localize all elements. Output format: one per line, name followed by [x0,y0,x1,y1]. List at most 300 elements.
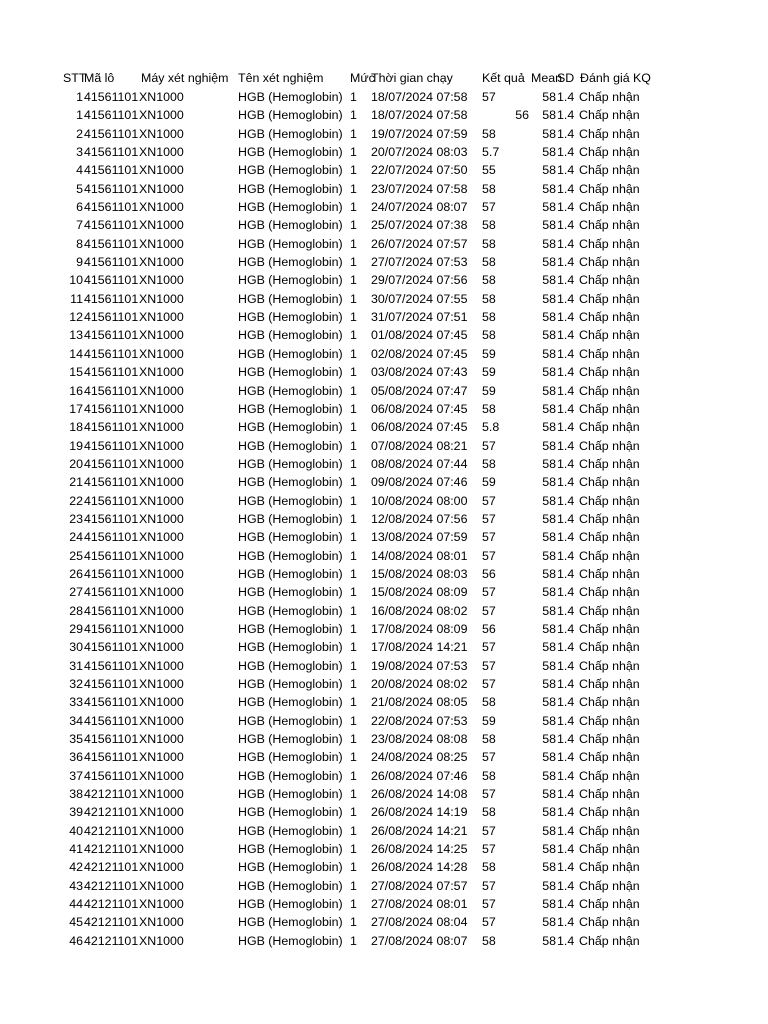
cell-evaluation[interactable]: Chấp nhận [579,897,640,912]
cell-time[interactable]: 22/08/2024 07:53 [371,713,468,728]
cell-result[interactable]: 58 [482,126,496,141]
cell-device[interactable]: XN1000 [139,621,184,636]
cell-time[interactable]: 26/08/2024 14:08 [371,787,468,802]
cell-stt[interactable]: 34 [69,713,83,728]
cell-sd[interactable]: 1.4 [557,585,575,600]
cell-test[interactable]: HGB (Hemoglobin) [238,90,343,104]
cell-level[interactable]: 1 [350,291,357,306]
cell-lot[interactable]: 41561101 [84,548,139,563]
cell-sd[interactable]: 1.4 [557,842,575,857]
cell-lot[interactable]: 41561101 [84,383,139,398]
cell-mean[interactable]: 58 [542,860,556,875]
cell-level[interactable]: 1 [350,805,357,820]
cell-level[interactable]: 1 [350,878,357,893]
cell-evaluation[interactable]: Chấp nhận [579,493,640,508]
cell-evaluation[interactable]: Chấp nhận [579,401,640,416]
cell-test[interactable]: HGB (Hemoglobin) [238,200,343,215]
cell-device[interactable]: XN1000 [139,530,184,545]
cell-lot[interactable]: 41561101 [84,273,139,288]
cell-device[interactable]: XN1000 [139,108,184,123]
cell-time[interactable]: 29/07/2024 07:56 [371,273,468,288]
cell-result[interactable]: 58 [482,401,496,416]
cell-level[interactable]: 1 [350,511,357,526]
cell-time[interactable]: 10/08/2024 08:00 [371,493,468,508]
cell-sd[interactable]: 1.4 [557,805,575,820]
cell-evaluation[interactable]: Chấp nhận [579,218,640,233]
cell-stt[interactable]: 41 [69,842,83,857]
cell-lot[interactable]: 41561101 [84,732,139,747]
cell-evaluation[interactable]: Chấp nhận [579,383,640,398]
cell-mean[interactable]: 58 [542,163,556,178]
cell-level[interactable]: 1 [350,401,357,416]
cell-mean[interactable]: 58 [542,566,556,581]
cell-result[interactable]: 57 [482,658,496,673]
cell-lot[interactable]: 41561101 [84,255,139,270]
cell-level[interactable]: 1 [350,310,357,325]
cell-result[interactable]: 58 [482,236,496,251]
cell-level[interactable]: 1 [350,163,357,178]
cell-mean[interactable]: 58 [542,108,556,123]
cell-level[interactable]: 1 [350,915,357,930]
header-stt[interactable]: STT [63,71,87,85]
cell-evaluation[interactable]: Chấp nhận [579,181,640,196]
cell-result[interactable]: 57 [482,511,496,526]
cell-result[interactable]: 59 [482,713,496,728]
cell-lot[interactable]: 41561101 [84,750,139,765]
cell-result[interactable]: 58 [482,768,496,783]
cell-evaluation[interactable]: Chấp nhận [579,732,640,747]
cell-level[interactable]: 1 [350,90,357,104]
cell-stt[interactable]: 26 [69,566,83,581]
cell-sd[interactable]: 1.4 [557,603,575,618]
cell-mean[interactable]: 58 [542,823,556,838]
cell-level[interactable]: 1 [350,732,357,747]
cell-evaluation[interactable]: Chấp nhận [579,236,640,251]
cell-sd[interactable]: 1.4 [557,420,575,435]
cell-time[interactable]: 19/08/2024 07:53 [371,658,468,673]
cell-test[interactable]: HGB (Hemoglobin) [238,603,343,618]
cell-lot[interactable]: 42121101 [84,860,139,875]
cell-stt[interactable]: 31 [69,658,83,673]
cell-lot[interactable]: 41561101 [84,585,139,600]
cell-result[interactable]: 58 [482,273,496,288]
cell-evaluation[interactable]: Chấp nhận [579,511,640,526]
cell-lot[interactable]: 41561101 [84,640,139,655]
cell-time[interactable]: 07/08/2024 08:21 [371,438,468,453]
cell-result[interactable]: 55 [482,163,496,178]
cell-time[interactable]: 26/08/2024 14:28 [371,860,468,875]
cell-stt[interactable]: 43 [69,878,83,893]
cell-result[interactable]: 58 [482,291,496,306]
cell-test[interactable]: HGB (Hemoglobin) [238,732,343,747]
cell-lot[interactable]: 41561101 [84,566,139,581]
cell-lot[interactable]: 42121101 [84,933,139,948]
cell-sd[interactable]: 1.4 [557,328,575,343]
cell-sd[interactable]: 1.4 [557,218,575,233]
cell-evaluation[interactable]: Chấp nhận [579,713,640,728]
cell-time[interactable]: 27/08/2024 08:04 [371,915,468,930]
cell-evaluation[interactable]: Chấp nhận [579,640,640,655]
cell-lot[interactable]: 41561101 [84,310,139,325]
cell-time[interactable]: 08/08/2024 07:44 [371,456,468,471]
cell-stt[interactable]: 30 [69,640,83,655]
cell-evaluation[interactable]: Chấp nhận [579,933,640,948]
cell-level[interactable]: 1 [350,658,357,673]
cell-sd[interactable]: 1.4 [557,548,575,563]
cell-device[interactable]: XN1000 [139,401,184,416]
cell-time[interactable]: 26/07/2024 07:57 [371,236,468,251]
cell-lot[interactable]: 41561101 [84,621,139,636]
cell-sd[interactable]: 1.4 [557,750,575,765]
cell-evaluation[interactable]: Chấp nhận [579,145,640,160]
cell-evaluation[interactable]: Chấp nhận [579,530,640,545]
cell-device[interactable]: XN1000 [139,383,184,398]
cell-device[interactable]: XN1000 [139,603,184,618]
cell-evaluation[interactable]: Chấp nhận [579,585,640,600]
cell-evaluation[interactable]: Chấp nhận [579,621,640,636]
cell-sd[interactable]: 1.4 [557,768,575,783]
cell-time[interactable]: 19/07/2024 07:59 [371,126,468,141]
cell-test[interactable]: HGB (Hemoglobin) [238,181,343,196]
cell-sd[interactable]: 1.4 [557,732,575,747]
cell-test[interactable]: HGB (Hemoglobin) [238,108,343,123]
cell-stt[interactable]: 45 [69,915,83,930]
cell-test[interactable]: HGB (Hemoglobin) [238,823,343,838]
cell-stt[interactable]: 21 [69,475,83,490]
cell-lot[interactable]: 41561101 [84,677,139,691]
cell-test[interactable]: HGB (Hemoglobin) [238,346,343,361]
cell-evaluation[interactable]: Chấp nhận [579,915,640,930]
cell-evaluation[interactable]: Chấp nhận [579,677,640,691]
cell-test[interactable]: HGB (Hemoglobin) [238,915,343,930]
cell-stt[interactable]: 8 [76,236,83,251]
cell-level[interactable]: 1 [350,677,357,691]
cell-stt[interactable]: 25 [69,548,83,563]
cell-time[interactable]: 20/07/2024 08:03 [371,145,468,160]
cell-time[interactable]: 23/07/2024 07:58 [371,181,468,196]
cell-stt[interactable]: 40 [69,823,83,838]
cell-test[interactable]: HGB (Hemoglobin) [238,878,343,893]
cell-test[interactable]: HGB (Hemoglobin) [238,255,343,270]
cell-level[interactable]: 1 [350,273,357,288]
cell-device[interactable]: XN1000 [139,860,184,875]
cell-device[interactable]: XN1000 [139,823,184,838]
cell-level[interactable]: 1 [350,548,357,563]
cell-result[interactable]: 59 [482,383,496,398]
cell-mean[interactable]: 58 [542,145,556,160]
cell-device[interactable]: XN1000 [139,493,184,508]
cell-level[interactable]: 1 [350,585,357,600]
cell-device[interactable]: XN1000 [139,475,184,490]
cell-device[interactable]: XN1000 [139,695,184,710]
cell-device[interactable]: XN1000 [139,732,184,747]
cell-level[interactable]: 1 [350,108,357,123]
cell-lot[interactable]: 41561101 [84,493,139,508]
cell-stt[interactable]: 20 [69,456,83,471]
cell-device[interactable]: XN1000 [139,640,184,655]
cell-lot[interactable]: 42121101 [84,915,139,930]
cell-sd[interactable]: 1.4 [557,621,575,636]
cell-level[interactable]: 1 [350,475,357,490]
cell-time[interactable]: 17/08/2024 14:21 [371,640,468,655]
header-sd[interactable]: SD [557,71,575,85]
cell-level[interactable]: 1 [350,218,357,233]
cell-device[interactable]: XN1000 [139,163,184,178]
cell-level[interactable]: 1 [350,566,357,581]
cell-test[interactable]: HGB (Hemoglobin) [238,585,343,600]
cell-time[interactable]: 25/07/2024 07:38 [371,218,468,233]
cell-device[interactable]: XN1000 [139,126,184,141]
cell-level[interactable]: 1 [350,621,357,636]
cell-sd[interactable]: 1.4 [557,823,575,838]
cell-level[interactable]: 1 [350,346,357,361]
cell-test[interactable]: HGB (Hemoglobin) [238,897,343,912]
cell-time[interactable]: 30/07/2024 07:55 [371,291,468,306]
cell-stt[interactable]: 5 [76,181,83,196]
cell-sd[interactable]: 1.4 [557,145,575,160]
cell-result[interactable]: 58 [482,805,496,820]
cell-level[interactable]: 1 [350,420,357,435]
cell-test[interactable]: HGB (Hemoglobin) [238,530,343,545]
cell-test[interactable]: HGB (Hemoglobin) [238,383,343,398]
cell-stt[interactable]: 10 [69,273,83,288]
cell-device[interactable]: XN1000 [139,200,184,215]
cell-level[interactable]: 1 [350,897,357,912]
cell-sd[interactable]: 1.4 [557,713,575,728]
cell-mean[interactable]: 58 [542,438,556,453]
cell-level[interactable]: 1 [350,236,357,251]
cell-evaluation[interactable]: Chấp nhận [579,90,640,104]
header-lot[interactable]: Mã lô [84,71,115,85]
cell-stt[interactable]: 1 [76,108,83,123]
cell-mean[interactable]: 58 [542,750,556,765]
cell-mean[interactable]: 58 [542,897,556,912]
cell-mean[interactable]: 58 [542,236,556,251]
cell-device[interactable]: XN1000 [139,548,184,563]
cell-lot[interactable]: 41561101 [84,475,139,490]
cell-test[interactable]: HGB (Hemoglobin) [238,787,343,802]
cell-result[interactable]: 59 [482,365,496,380]
cell-mean[interactable]: 58 [542,933,556,948]
cell-device[interactable]: XN1000 [139,291,184,306]
cell-level[interactable]: 1 [350,787,357,802]
cell-mean[interactable]: 58 [542,548,556,563]
cell-sd[interactable]: 1.4 [557,365,575,380]
cell-test[interactable]: HGB (Hemoglobin) [238,310,343,325]
cell-mean[interactable]: 58 [542,126,556,141]
cell-result[interactable]: 57 [482,603,496,618]
header-mean[interactable]: Mean [531,71,562,85]
cell-sd[interactable]: 1.4 [557,475,575,490]
cell-time[interactable]: 16/08/2024 08:02 [371,603,468,618]
cell-result[interactable]: 57 [482,878,496,893]
cell-level[interactable]: 1 [350,493,357,508]
cell-sd[interactable]: 1.4 [557,860,575,875]
cell-level[interactable]: 1 [350,181,357,196]
cell-evaluation[interactable]: Chấp nhận [579,163,640,178]
cell-evaluation[interactable]: Chấp nhận [579,456,640,471]
cell-sd[interactable]: 1.4 [557,566,575,581]
cell-time[interactable]: 03/08/2024 07:43 [371,365,468,380]
cell-mean[interactable]: 58 [542,640,556,655]
cell-stt[interactable]: 38 [69,787,83,802]
cell-mean[interactable]: 58 [542,805,556,820]
cell-evaluation[interactable]: Chấp nhận [579,566,640,581]
cell-sd[interactable]: 1.4 [557,493,575,508]
cell-mean[interactable]: 58 [542,493,556,508]
cell-result[interactable]: 58 [482,310,496,325]
header-result[interactable]: Kết quả [482,71,525,85]
cell-time[interactable]: 05/08/2024 07:47 [371,383,468,398]
cell-test[interactable]: HGB (Hemoglobin) [238,273,343,288]
cell-device[interactable]: XN1000 [139,842,184,857]
cell-stt[interactable]: 29 [69,621,83,636]
cell-time[interactable]: 23/08/2024 08:08 [371,732,468,747]
cell-mean[interactable]: 58 [542,732,556,747]
cell-evaluation[interactable]: Chấp nhận [579,787,640,802]
cell-device[interactable]: XN1000 [139,658,184,673]
cell-time[interactable]: 17/08/2024 08:09 [371,621,468,636]
cell-result[interactable]: 5.7 [482,145,500,160]
cell-time[interactable]: 06/08/2024 07:45 [371,420,468,435]
cell-evaluation[interactable]: Chấp nhận [579,420,640,435]
cell-device[interactable]: XN1000 [139,255,184,270]
cell-result[interactable]: 57 [482,787,496,802]
cell-time[interactable]: 20/08/2024 08:02 [371,677,468,691]
cell-stt[interactable]: 32 [69,677,83,691]
cell-evaluation[interactable]: Chấp nhận [579,823,640,838]
cell-level[interactable]: 1 [350,750,357,765]
cell-evaluation[interactable]: Chấp nhận [579,548,640,563]
cell-mean[interactable]: 58 [542,842,556,857]
cell-test[interactable]: HGB (Hemoglobin) [238,401,343,416]
cell-device[interactable]: XN1000 [139,328,184,343]
cell-evaluation[interactable]: Chấp nhận [579,310,640,325]
cell-device[interactable]: XN1000 [139,585,184,600]
cell-stt[interactable]: 39 [69,805,83,820]
cell-stt[interactable]: 19 [69,438,83,453]
cell-test[interactable]: HGB (Hemoglobin) [238,548,343,563]
cell-stt[interactable]: 42 [69,860,83,875]
cell-test[interactable]: HGB (Hemoglobin) [238,621,343,636]
cell-sd[interactable]: 1.4 [557,90,575,104]
cell-stt[interactable]: 4 [76,163,83,178]
cell-device[interactable]: XN1000 [139,897,184,912]
cell-test[interactable]: HGB (Hemoglobin) [238,677,343,691]
cell-mean[interactable]: 58 [542,181,556,196]
cell-evaluation[interactable]: Chấp nhận [579,475,640,490]
cell-result[interactable]: 58 [482,732,496,747]
cell-device[interactable]: XN1000 [139,750,184,765]
cell-mean[interactable]: 58 [542,420,556,435]
cell-time[interactable]: 09/08/2024 07:46 [371,475,468,490]
cell-level[interactable]: 1 [350,823,357,838]
cell-lot[interactable]: 41561101 [84,401,139,416]
cell-mean[interactable]: 58 [542,658,556,673]
cell-mean[interactable]: 58 [542,328,556,343]
cell-lot[interactable]: 41561101 [84,768,139,783]
cell-mean[interactable]: 58 [542,218,556,233]
cell-mean[interactable]: 58 [542,383,556,398]
cell-result[interactable]: 57 [482,677,496,691]
cell-test[interactable]: HGB (Hemoglobin) [238,511,343,526]
cell-level[interactable]: 1 [350,328,357,343]
cell-stt[interactable]: 23 [69,511,83,526]
cell-time[interactable]: 18/07/2024 07:58 [371,90,468,104]
cell-result[interactable]: 5.8 [482,420,500,435]
cell-result[interactable]: 57 [482,915,496,930]
cell-mean[interactable]: 58 [542,401,556,416]
cell-mean[interactable]: 58 [542,291,556,306]
cell-test[interactable]: HGB (Hemoglobin) [238,475,343,490]
cell-device[interactable]: XN1000 [139,438,184,453]
cell-device[interactable]: XN1000 [139,273,184,288]
cell-evaluation[interactable]: Chấp nhận [579,842,640,857]
cell-evaluation[interactable]: Chấp nhận [579,365,640,380]
cell-lot[interactable]: 41561101 [84,658,139,673]
cell-test[interactable]: HGB (Hemoglobin) [238,750,343,765]
cell-test[interactable]: HGB (Hemoglobin) [238,805,343,820]
cell-test[interactable]: HGB (Hemoglobin) [238,163,343,178]
cell-sd[interactable]: 1.4 [557,658,575,673]
cell-sd[interactable]: 1.4 [557,310,575,325]
cell-test[interactable]: HGB (Hemoglobin) [238,933,343,948]
cell-test[interactable]: HGB (Hemoglobin) [238,456,343,471]
cell-time[interactable]: 26/08/2024 14:19 [371,805,468,820]
cell-test[interactable]: HGB (Hemoglobin) [238,860,343,875]
cell-result[interactable]: 56 [482,566,496,581]
cell-sd[interactable]: 1.4 [557,346,575,361]
cell-mean[interactable]: 58 [542,621,556,636]
cell-result[interactable]: 57 [482,640,496,655]
cell-mean[interactable]: 58 [542,585,556,600]
cell-mean[interactable]: 58 [542,677,556,691]
cell-device[interactable]: XN1000 [139,90,184,104]
header-device[interactable]: Máy xét nghiệm [141,71,229,85]
cell-mean[interactable]: 58 [542,200,556,215]
cell-evaluation[interactable]: Chấp nhận [579,805,640,820]
cell-time[interactable]: 31/07/2024 07:51 [371,310,468,325]
cell-mean[interactable]: 58 [542,255,556,270]
cell-sd[interactable]: 1.4 [557,438,575,453]
cell-sd[interactable]: 1.4 [557,677,575,691]
cell-device[interactable]: XN1000 [139,511,184,526]
cell-lot[interactable]: 42121101 [84,823,139,838]
cell-result[interactable]: 58 [482,695,496,710]
cell-result[interactable]: 58 [482,255,496,270]
cell-mean[interactable]: 58 [542,768,556,783]
cell-level[interactable]: 1 [350,200,357,215]
cell-device[interactable]: XN1000 [139,145,184,160]
cell-device[interactable]: XN1000 [139,181,184,196]
cell-device[interactable]: XN1000 [139,915,184,930]
cell-stt[interactable]: 2 [76,126,83,141]
cell-evaluation[interactable]: Chấp nhận [579,200,640,215]
cell-test[interactable]: HGB (Hemoglobin) [238,328,343,343]
cell-mean[interactable]: 58 [542,713,556,728]
cell-mean[interactable]: 58 [542,530,556,545]
cell-mean[interactable]: 58 [542,90,556,104]
cell-test[interactable]: HGB (Hemoglobin) [238,438,343,453]
cell-time[interactable]: 12/08/2024 07:56 [371,511,468,526]
cell-evaluation[interactable]: Chấp nhận [579,255,640,270]
cell-lot[interactable]: 41561101 [84,328,139,343]
cell-time[interactable]: 27/08/2024 08:07 [371,933,468,948]
cell-result[interactable]: 58 [482,860,496,875]
cell-time[interactable]: 24/07/2024 08:07 [371,200,468,215]
cell-sd[interactable]: 1.4 [557,255,575,270]
cell-evaluation[interactable]: Chấp nhận [579,658,640,673]
